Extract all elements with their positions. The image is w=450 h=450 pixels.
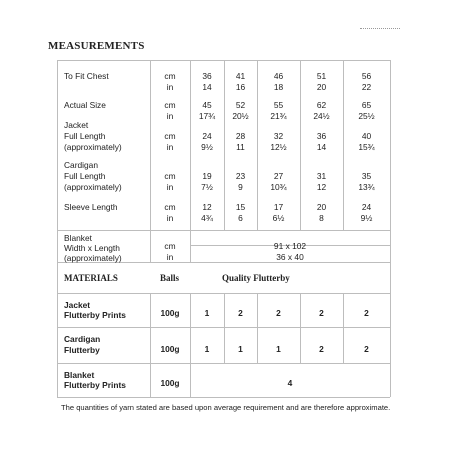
- cell-value: 20: [316, 202, 327, 212]
- material-balls: 100g: [160, 344, 180, 354]
- materials-title: MATERIALS: [64, 273, 118, 283]
- material-value: 2: [364, 308, 369, 318]
- cell-value: 6½: [272, 213, 285, 223]
- cell-value: 9½: [360, 213, 373, 223]
- row-label: Jacket: [64, 120, 89, 130]
- material-value: 1: [204, 308, 210, 318]
- cell-value: 12: [316, 182, 327, 192]
- cell-value: 19: [202, 171, 212, 181]
- material-value: 2: [238, 308, 243, 318]
- cell-value: 22: [361, 82, 372, 92]
- material-value: 1: [276, 344, 281, 354]
- unit-in: in: [166, 82, 174, 92]
- material-label: Jacket: [64, 300, 91, 310]
- cell-value: 17¾: [198, 111, 216, 121]
- unit-in: in: [166, 213, 174, 223]
- material-label: Flutterby: [64, 345, 100, 355]
- measurements-heading: MEASUREMENTS: [48, 40, 145, 52]
- unit-cm: cm: [164, 71, 176, 81]
- row-label: Full Length: [64, 131, 106, 141]
- table-border-left: [57, 60, 58, 397]
- cell-value: 51: [316, 71, 327, 81]
- measurements-materials-table: [57, 60, 390, 397]
- cell-value: 36: [316, 131, 327, 141]
- cell-value: 35: [361, 171, 372, 181]
- cell-value: 52: [235, 100, 246, 110]
- row-label: Cardigan: [64, 160, 98, 170]
- unit-cm: cm: [164, 171, 176, 181]
- cell-value: 20½: [232, 111, 249, 121]
- cell-value: 10¾: [270, 182, 287, 192]
- cell-value: 25½: [358, 111, 375, 121]
- cell-value: 36: [202, 71, 212, 81]
- material-value: 1: [238, 344, 243, 354]
- cell-value: 16: [235, 82, 246, 92]
- material-value: 2: [364, 344, 369, 354]
- material-label: Flutterby Prints: [64, 310, 126, 320]
- cell-value: 14: [316, 142, 327, 152]
- balls-header: Balls: [160, 273, 180, 283]
- cell-value: 23: [235, 171, 246, 181]
- cell-value: 15: [235, 202, 246, 212]
- cell-value: 13¾: [358, 182, 375, 192]
- material-value: 2: [319, 308, 324, 318]
- unit-in: in: [166, 111, 174, 121]
- material-value: 2: [319, 344, 324, 354]
- cell-value: 56: [361, 71, 372, 81]
- unit-cm: cm: [164, 131, 176, 141]
- cell-value: 17: [273, 202, 284, 212]
- cell-value: 31: [316, 171, 327, 181]
- row-label: Full Length: [64, 171, 106, 181]
- material-balls: 100g: [160, 308, 180, 318]
- unit-cm: cm: [164, 202, 176, 212]
- cell-value: 18: [273, 82, 284, 92]
- cell-value: 41: [235, 71, 246, 81]
- cell-value: 40: [361, 131, 372, 141]
- cell-value: 55: [273, 100, 284, 110]
- cell-value: 12½: [270, 142, 287, 152]
- cell-value: 4¾: [201, 213, 213, 223]
- row-label: (approximately): [64, 253, 122, 263]
- cell-value: 9: [238, 182, 243, 192]
- unit-cm: cm: [164, 241, 176, 251]
- row-label: Width x Length: [64, 243, 120, 253]
- material-label: Cardigan: [64, 334, 101, 344]
- cell-value: 20: [316, 82, 327, 92]
- quality-header: Quality Flutterby: [222, 273, 290, 283]
- material-label: Flutterby Prints: [64, 380, 126, 390]
- row-label: Actual Size: [64, 100, 106, 110]
- cell-value: 11: [236, 142, 245, 152]
- cell-value: 24: [361, 202, 372, 212]
- unit-cm: cm: [164, 100, 176, 110]
- footnote: The quantities of yarn stated are based upon average requirement and are therefore approximate.: [61, 403, 391, 412]
- cell-value: 12: [202, 202, 212, 212]
- cell-value: 15¾: [358, 142, 375, 152]
- table-border-right: [390, 60, 391, 397]
- blanket-measure-divider: [57, 230, 390, 231]
- row-label: (approximately): [64, 142, 122, 152]
- unit-in: in: [166, 182, 174, 192]
- page-corner-mark: [360, 28, 400, 32]
- cell-value: 8: [319, 213, 324, 223]
- table-border-bottom: [57, 397, 390, 398]
- material-label: Blanket: [64, 370, 95, 380]
- row-label: (approximately): [64, 182, 122, 192]
- material-balls: 100g: [160, 378, 180, 388]
- material-value: 2: [276, 308, 281, 318]
- material-value: 1: [204, 344, 210, 354]
- unit-in: in: [166, 142, 174, 152]
- cardigan-row-bottom: [57, 363, 390, 364]
- row-label: To Fit Chest: [64, 71, 109, 81]
- cell-value: 45: [202, 100, 212, 110]
- cell-value: 28: [235, 131, 246, 141]
- cell-value: 65: [361, 100, 372, 110]
- blanket-size-cm: 91 x 102: [273, 241, 307, 251]
- cell-value: 27: [273, 171, 284, 181]
- row-label: Blanket: [64, 233, 92, 243]
- cell-value: 62: [316, 100, 327, 110]
- unit-in: in: [166, 252, 174, 262]
- blanket-size-in: 36 x 40: [276, 252, 304, 262]
- cell-value: 7½: [201, 182, 213, 192]
- cell-value: 24: [202, 131, 212, 141]
- cell-value: 6: [238, 213, 243, 223]
- cell-value: 21¾: [270, 111, 287, 121]
- cell-value: 14: [202, 82, 212, 92]
- cell-value: 46: [273, 71, 284, 81]
- cell-value: 24½: [313, 111, 330, 121]
- material-value: 4: [287, 378, 293, 388]
- cell-value: 32: [273, 131, 284, 141]
- cell-value: 9½: [201, 142, 213, 152]
- row-label: Sleeve Length: [64, 202, 118, 212]
